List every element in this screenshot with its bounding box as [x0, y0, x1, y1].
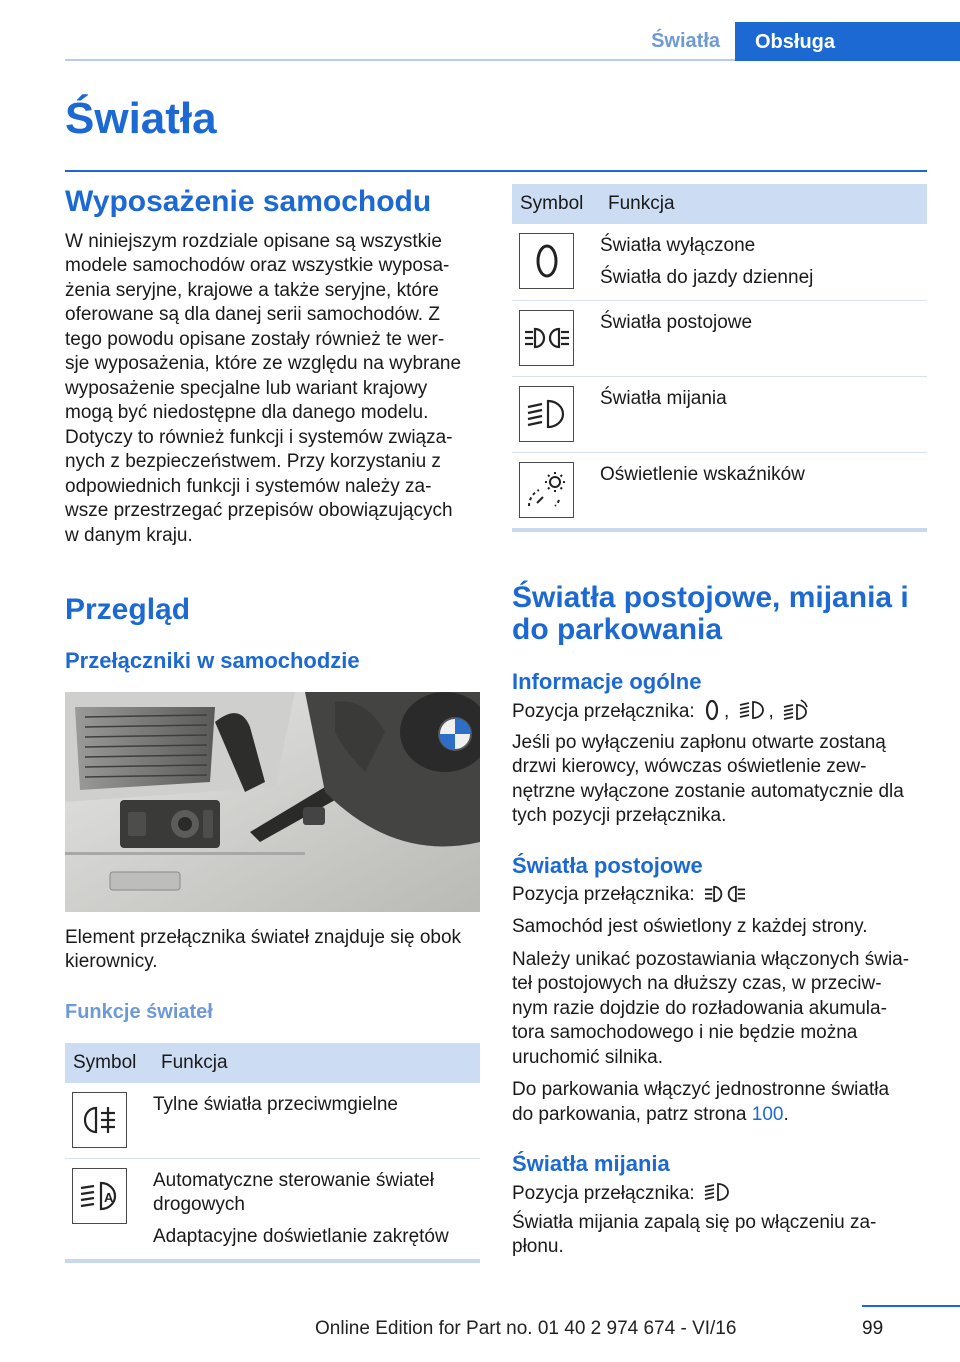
automatic-lights-icon: [783, 699, 809, 721]
function-label: Światła postojowe: [600, 312, 753, 333]
column-header-symbol: Symbol: [65, 1043, 153, 1083]
general-info-paragraph: [512, 731, 927, 829]
text-line: teł postojowych na dłuższy czas, w przeciw‐: [512, 973, 882, 994]
column-header-symbol: Symbol: [512, 184, 600, 224]
overview-heading: Przegląd: [65, 593, 191, 626]
parking-switch-position: [512, 883, 927, 908]
page-header: [0, 22, 960, 62]
page-title: Światła: [65, 94, 217, 143]
parking-lights-heading: Światła postojowe: [512, 852, 703, 878]
text-line: drogowych: [153, 1193, 245, 1215]
page-reference-link[interactable]: 100: [751, 1103, 784, 1125]
text-line: Światła mijania zapalą się po włączeniu za‐: [512, 1211, 877, 1233]
page-number: 99: [862, 1318, 884, 1339]
lights-section-heading: Światła postojowe, mijania i do parkowania: [512, 581, 909, 646]
general-info-heading: Informacje ogólne: [512, 669, 702, 694]
photo-caption: [65, 926, 480, 975]
text-line: tych pozycji przełącznika.: [512, 805, 727, 826]
dashboard-illustration: [65, 692, 480, 912]
table-row: [512, 453, 927, 531]
text-line: nych z bezpieczeństwem. Przy korzystaniu z: [65, 451, 441, 472]
header-chapter-tab: Obsługa: [735, 22, 960, 61]
text-line: Dotyczy to również funkcji i systemów związa‐: [65, 426, 453, 448]
switches-subheading: Przełączniki w samochodzie: [65, 647, 360, 673]
column-header-function: Funkcja: [600, 184, 927, 224]
light-functions-heading: Funkcje świateł: [65, 1000, 213, 1023]
table-row: [512, 224, 927, 301]
general-switch-positions: [512, 699, 927, 725]
text-line: tego powodu opisane zostały również te wer‐: [65, 328, 445, 350]
table-row: [65, 1083, 480, 1159]
right-column: [512, 184, 927, 1260]
function-label: [153, 1169, 480, 1217]
text-line: płonu.: [512, 1236, 564, 1257]
light-functions-table: [65, 1043, 480, 1263]
left-column: [65, 184, 480, 1263]
text-line: Należy unikać pozostawiania włączonych świa‐: [512, 948, 910, 970]
function-label: Adaptacyjne doświetlanie zakrętów: [153, 1225, 449, 1247]
switch-position-label: Pozycja przełącznika:: [512, 1183, 695, 1204]
instrument-lighting-icon: [519, 462, 574, 518]
low-beam-switch-position: [512, 1181, 927, 1207]
footer-rule: [862, 1305, 960, 1307]
text-line: wsze przestrzegać przepisów obowiązujących: [65, 500, 453, 521]
table-row: [512, 377, 927, 453]
separator: ,: [723, 701, 730, 722]
function-label: Światła wyłączone: [600, 235, 756, 256]
parking-paragraph-1: Samochód jest oświetlony z każdej strony.: [512, 916, 868, 937]
svg-text:A: A: [103, 1189, 113, 1205]
low-beam-icon: [704, 1181, 730, 1203]
text-line: drzwi kierowcy, wówczas oświetlenie zew‐: [512, 756, 867, 777]
text-line: Do parkowania włączyć jednostronne światła: [512, 1079, 890, 1100]
text-line: sje wyposażenia, które ze względu na wybrane: [65, 353, 462, 374]
title-rule: [65, 170, 927, 172]
column-header-function: Funkcja: [153, 1043, 480, 1083]
function-label: Światła do jazdy dziennej: [600, 267, 814, 288]
low-beam-icon: [739, 699, 765, 721]
text-line: tora samochodowego i nie będzie można: [512, 1022, 858, 1043]
text-line: uruchomić silnika.: [512, 1046, 663, 1068]
low-beam-icon: [519, 386, 574, 442]
function-label: Tylne światła przeciwmgielne: [153, 1093, 398, 1115]
switch-position-label: Pozycja przełącznika:: [512, 701, 695, 722]
lights-off-icon: [519, 233, 574, 289]
table-row: [65, 1158, 480, 1261]
header-section-label: Światła: [651, 30, 720, 52]
function-label: Oświetlenie wskaźników: [600, 464, 805, 485]
text-line: kierownicy.: [65, 951, 158, 972]
low-beam-heading: Światła mijania: [512, 1151, 670, 1176]
separator: ,: [768, 701, 774, 722]
parking-paragraph-2: [512, 948, 927, 1071]
text-line: W niniejszym rozdziale opisane są wszystkie: [65, 230, 442, 252]
equipment-heading: Wyposażenie samochodu: [65, 185, 432, 218]
parking-lights-icon: [519, 310, 574, 366]
text-line: oferowane są dla danej serii samochodów. Z: [65, 304, 440, 325]
text-line: Jeśli po wyłączeniu zapłonu otwarte zostaną: [512, 731, 886, 753]
parking-lights-icon: [704, 884, 746, 904]
lights-off-icon: [704, 699, 720, 721]
footer-edition-text: Online Edition for Part no. 01 40 2 974 674 - VI/16: [315, 1318, 737, 1339]
text-line: w danym kraju.: [65, 524, 193, 546]
text-line: wyposażenie specjalne lub wariant krajowy: [65, 377, 428, 399]
low-beam-paragraph: [512, 1211, 927, 1260]
text-line: nętrzne wyłączone zostanie automatycznie dla: [512, 780, 904, 802]
light-switch-photo: [65, 692, 480, 912]
header-rule: [65, 59, 735, 61]
parking-paragraph-3: [512, 1078, 927, 1127]
function-label: Światła mijania: [600, 388, 727, 409]
text-line: Element przełącznika świateł znajduje się obok: [65, 926, 462, 948]
text-punctuation: .: [783, 1103, 789, 1125]
text-line: żenia seryjne, krajowe a także seryjne, które: [65, 279, 439, 301]
table-row: [512, 301, 927, 377]
text-line: Automatyczne sterowanie świateł: [153, 1169, 434, 1191]
equipment-paragraph: [65, 230, 480, 549]
text-line: nym razie dojdzie do rozładowania akumula‐: [512, 997, 887, 1019]
rear-fog-light-icon: [72, 1092, 127, 1148]
text-line: modele samochodów oraz wszystkie wyposa‐: [65, 255, 450, 276]
text-line: odpowiednich funkcji i systemów należy za‐: [65, 475, 432, 497]
text-line: mogą być niedostępne dla danego modelu.: [65, 402, 429, 423]
switch-position-label: Pozycja przełącznika:: [512, 883, 695, 905]
auto-high-beam-icon: [72, 1168, 127, 1224]
text-line: do parkowania, patrz strona: [512, 1103, 752, 1125]
light-symbols-table: [512, 184, 927, 532]
